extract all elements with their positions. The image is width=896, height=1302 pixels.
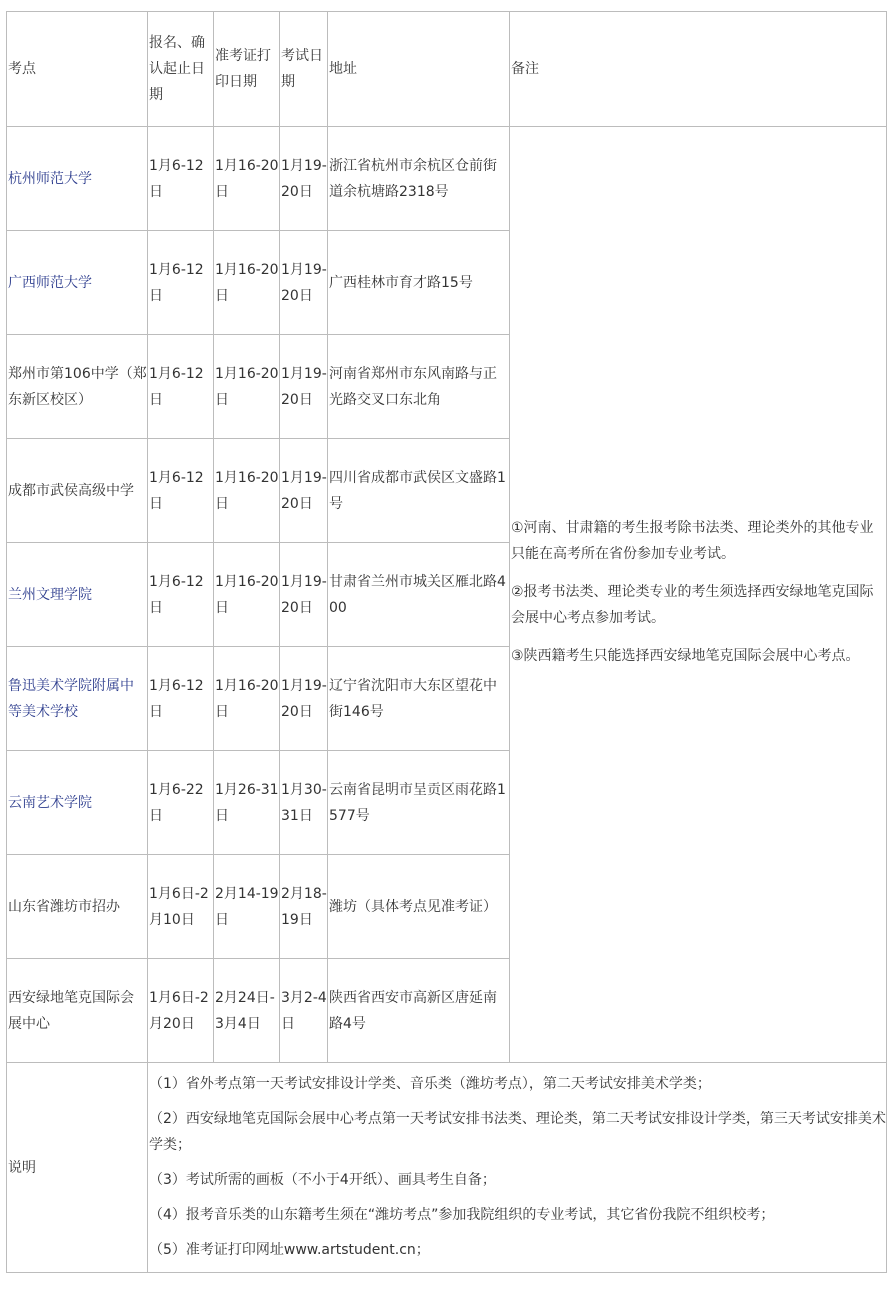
reg-date-cell: 1月6日-2月20日 xyxy=(148,959,214,1063)
exam-date-cell: 1月19-20日 xyxy=(280,647,328,751)
address-cell: 广西桂林市育才路15号 xyxy=(328,231,510,335)
header-address: 地址 xyxy=(328,12,510,127)
exam-date-cell: 1月19-20日 xyxy=(280,335,328,439)
exam-date-cell: 2月18-19日 xyxy=(280,855,328,959)
site-link[interactable]: 兰州文理学院 xyxy=(7,543,148,647)
address-cell: 云南省昆明市呈贡区雨花路1577号 xyxy=(328,751,510,855)
exam-schedule-table xyxy=(6,11,887,1273)
notes-cell xyxy=(510,127,887,1063)
address-cell: 辽宁省沈阳市大东区望花中街146号 xyxy=(328,647,510,751)
reg-date-cell: 1月6-12日 xyxy=(148,647,214,751)
reg-date-cell: 1月6日-2月10日 xyxy=(148,855,214,959)
explanation-label: 说明 xyxy=(7,1063,148,1273)
note-item: ①河南、甘肃籍的考生报考除书法类、理论类外的其他专业只能在高考所在省份参加专业考试。 xyxy=(511,519,874,562)
exam-date-cell: 1月19-20日 xyxy=(280,231,328,335)
site-link[interactable]: 云南艺术学院 xyxy=(7,751,148,855)
print-date-cell: 1月26-31日 xyxy=(214,751,280,855)
explanation-item: （5）准考证打印网址www.artstudent.cn； xyxy=(149,1242,430,1258)
explanation-item: （3）考试所需的画板（不小于4开纸）、画具考生自备； xyxy=(149,1172,496,1188)
header-notes: 备注 xyxy=(510,12,887,127)
address-cell: 陕西省西安市高新区唐延南路4号 xyxy=(328,959,510,1063)
header-site: 考点 xyxy=(7,12,148,127)
explanation-item: （2）西安绿地笔克国际会展中心考点第一天考试安排书法类、理论类，第二天考试安排设计学类，第三天考试安排美术学类； xyxy=(149,1111,886,1153)
site-cell: 西安绿地笔克国际会展中心 xyxy=(7,959,148,1063)
header-print-dates: 准考证打印日期 xyxy=(214,12,280,127)
exam-date-cell: 1月19-20日 xyxy=(280,127,328,231)
site-cell: 成都市武侯高级中学 xyxy=(7,439,148,543)
table-row xyxy=(7,127,887,231)
reg-date-cell: 1月6-12日 xyxy=(148,127,214,231)
address-cell: 河南省郑州市东风南路与正光路交叉口东北角 xyxy=(328,335,510,439)
address-cell: 四川省成都市武侯区文盛路1号 xyxy=(328,439,510,543)
print-date-cell: 1月16-20日 xyxy=(214,335,280,439)
exam-date-cell: 1月30-31日 xyxy=(280,751,328,855)
print-date-cell: 1月16-20日 xyxy=(214,231,280,335)
print-date-cell: 1月16-20日 xyxy=(214,127,280,231)
site-link[interactable]: 鲁迅美术学院附属中等美术学校 xyxy=(7,647,148,751)
reg-date-cell: 1月6-12日 xyxy=(148,439,214,543)
exam-date-cell: 1月19-20日 xyxy=(280,439,328,543)
print-date-cell: 2月24日-3月4日 xyxy=(214,959,280,1063)
reg-date-cell: 1月6-12日 xyxy=(148,231,214,335)
print-date-cell: 1月16-20日 xyxy=(214,647,280,751)
site-link[interactable]: 广西师范大学 xyxy=(7,231,148,335)
exam-date-cell: 1月19-20日 xyxy=(280,543,328,647)
explanation-row xyxy=(7,1063,887,1273)
header-exam-dates: 考试日期 xyxy=(280,12,328,127)
address-cell: 潍坊（具体考点见准考证） xyxy=(328,855,510,959)
explanation-item: （1）省外考点第一天考试安排设计学类、音乐类（潍坊考点），第二天考试安排美术学类； xyxy=(149,1076,711,1092)
site-link[interactable]: 杭州师范大学 xyxy=(7,127,148,231)
print-date-cell: 2月14-19日 xyxy=(214,855,280,959)
address-cell: 浙江省杭州市余杭区仓前街道余杭塘路2318号 xyxy=(328,127,510,231)
reg-date-cell: 1月6-12日 xyxy=(148,335,214,439)
site-cell: 郑州市第106中学（郑东新区校区） xyxy=(7,335,148,439)
reg-date-cell: 1月6-22日 xyxy=(148,751,214,855)
exam-date-cell: 3月2-4日 xyxy=(280,959,328,1063)
print-date-cell: 1月16-20日 xyxy=(214,543,280,647)
address-cell: 甘肃省兰州市城关区雁北路400 xyxy=(328,543,510,647)
print-date-cell: 1月16-20日 xyxy=(214,439,280,543)
site-cell: 山东省潍坊市招办 xyxy=(7,855,148,959)
header-reg-dates: 报名、确认起止日期 xyxy=(148,12,214,127)
reg-date-cell: 1月6-12日 xyxy=(148,543,214,647)
explanation-cell xyxy=(148,1063,887,1273)
note-item: ②报考书法类、理论类专业的考生须选择西安绿地笔克国际会展中心考点参加考试。 xyxy=(511,583,874,626)
note-item: ③陕西籍考生只能选择西安绿地笔克国际会展中心考点。 xyxy=(511,647,860,664)
table-header-row xyxy=(7,12,887,127)
explanation-item: （4）报考音乐类的山东籍考生须在“潍坊考点”参加我院组织的专业考试，其它省份我院不组织校考； xyxy=(149,1207,775,1223)
